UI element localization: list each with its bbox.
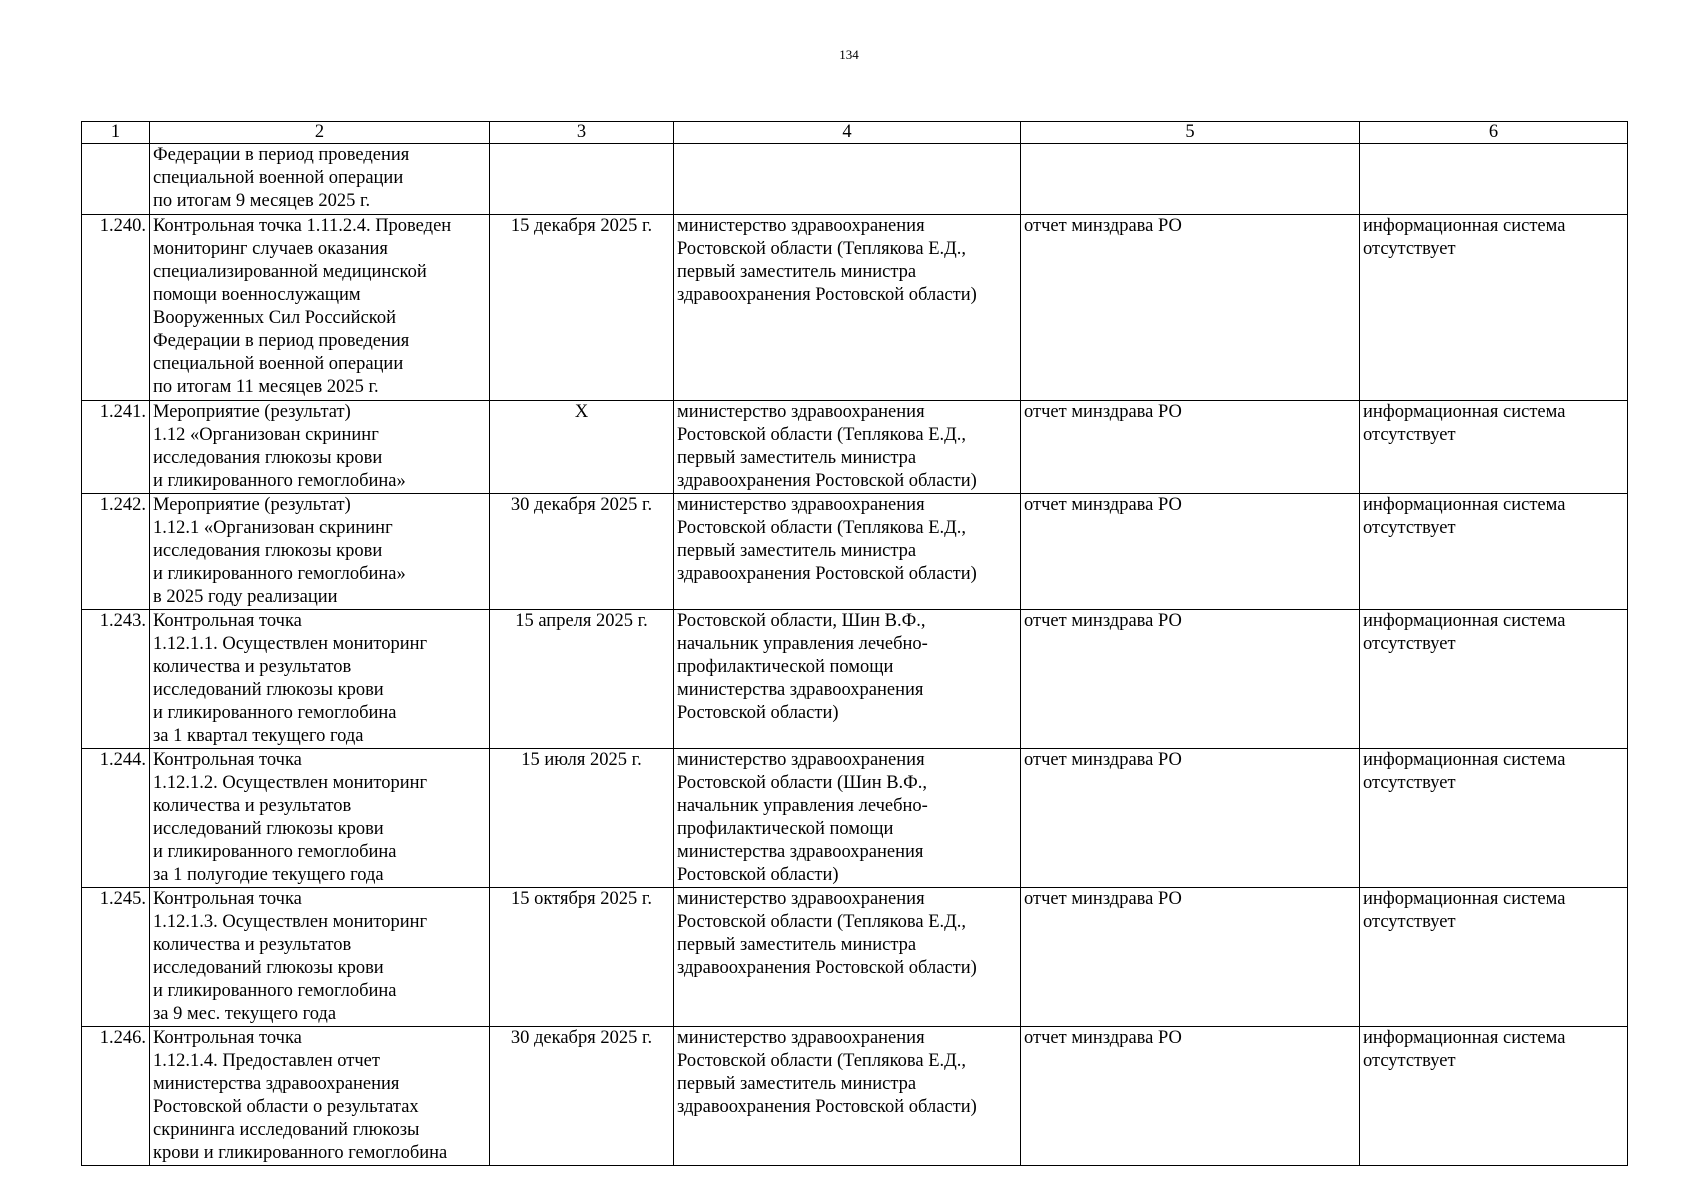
event-name: Мероприятие (результат) 1.12.1 «Организован скрининг исследования глюкозы крови и гликированного гемоглобина» в 2025 году реализации <box>150 494 490 610</box>
information-system: информационная система отсутствует <box>1360 610 1628 749</box>
responsible: министерство здравоохранения Ростовской области (Теплякова Е.Д., первый заместитель министра здравоохранения Ростовской области) <box>674 888 1021 1027</box>
due-date: 15 октября 2025 г. <box>490 888 674 1027</box>
column-header-2: 2 <box>150 122 490 144</box>
row-number: 1.243. <box>82 610 150 749</box>
page-number: 134 <box>839 47 859 62</box>
event-name: Федерации в период проведения специальной военной операции по итогам 9 месяцев 2025 г. <box>150 144 490 215</box>
row-number: 1.246. <box>82 1027 150 1166</box>
information-system <box>1360 144 1628 215</box>
report-document: отчет минздрава РО <box>1021 1027 1360 1166</box>
due-date: 15 июля 2025 г. <box>490 749 674 888</box>
report-document <box>1021 144 1360 215</box>
event-name: Контрольная точка 1.12.1.3. Осуществлен мониторинг количества и результатов исследований глюкозы крови и гликированного гемоглобина за 9 мес. текущего года <box>150 888 490 1027</box>
event-name: Мероприятие (результат) 1.12 «Организован скрининг исследования глюкозы крови и гликированного гемоглобина» <box>150 401 490 494</box>
header-row <box>82 122 1628 144</box>
report-document: отчет минздрава РО <box>1021 610 1360 749</box>
column-header-1: 1 <box>82 122 150 144</box>
information-system: информационная система отсутствует <box>1360 749 1628 888</box>
row-number: 1.245. <box>82 888 150 1027</box>
responsible: министерство здравоохранения Ростовской области (Теплякова Е.Д., первый заместитель министра здравоохранения Ростовской области) <box>674 401 1021 494</box>
table-row <box>82 144 1628 215</box>
event-name: Контрольная точка 1.12.1.2. Осуществлен мониторинг количества и результатов исследований глюкозы крови и гликированного гемоглобина за 1 полугодие текущего года <box>150 749 490 888</box>
due-date: 15 декабря 2025 г. <box>490 215 674 401</box>
responsible: министерство здравоохранения Ростовской области (Теплякова Е.Д., первый заместитель министра здравоохранения Ростовской области) <box>674 1027 1021 1166</box>
information-system: информационная система отсутствует <box>1360 494 1628 610</box>
table-row <box>82 610 1628 749</box>
event-name: Контрольная точка 1.12.1.1. Осуществлен мониторинг количества и результатов исследований глюкозы крови и гликированного гемоглобина за 1 квартал текущего года <box>150 610 490 749</box>
due-date: 15 апреля 2025 г. <box>490 610 674 749</box>
column-header-3: 3 <box>490 122 674 144</box>
row-number: 1.244. <box>82 749 150 888</box>
due-date: Х <box>490 401 674 494</box>
report-document: отчет минздрава РО <box>1021 494 1360 610</box>
event-name: Контрольная точка 1.12.1.4. Предоставлен отчет министерства здравоохранения Ростовской области о результатах скрининга исследований глюкозы крови и гликированного гемоглобина <box>150 1027 490 1166</box>
information-system: информационная система отсутствует <box>1360 1027 1628 1166</box>
responsible: министерство здравоохранения Ростовской области (Шин В.Ф., начальник управления лечебно- профилактической помощи министерства здравоохранения Ростовской области) <box>674 749 1021 888</box>
report-document: отчет минздрава РО <box>1021 215 1360 401</box>
table-row <box>82 215 1628 401</box>
responsible: министерство здравоохранения Ростовской области (Теплякова Е.Д., первый заместитель министра здравоохранения Ростовской области) <box>674 494 1021 610</box>
report-document: отчет минздрава РО <box>1021 401 1360 494</box>
responsible: Ростовской области, Шин В.Ф., начальник управления лечебно- профилактической помощи министерства здравоохранения Ростовской области) <box>674 610 1021 749</box>
table-row <box>82 1027 1628 1166</box>
due-date: 30 декабря 2025 г. <box>490 1027 674 1166</box>
responsible: министерство здравоохранения Ростовской области (Теплякова Е.Д., первый заместитель министра здравоохранения Ростовской области) <box>674 215 1021 401</box>
report-document: отчет минздрава РО <box>1021 888 1360 1027</box>
row-number: 1.242. <box>82 494 150 610</box>
responsible <box>674 144 1021 215</box>
row-number <box>82 144 150 215</box>
table-row <box>82 749 1628 888</box>
information-system: информационная система отсутствует <box>1360 888 1628 1027</box>
due-date: 30 декабря 2025 г. <box>490 494 674 610</box>
column-header-4: 4 <box>674 122 1021 144</box>
information-system: информационная система отсутствует <box>1360 215 1628 401</box>
table-row <box>82 494 1628 610</box>
column-header-6: 6 <box>1360 122 1628 144</box>
table-row <box>82 888 1628 1027</box>
information-system: информационная система отсутствует <box>1360 401 1628 494</box>
column-header-5: 5 <box>1021 122 1360 144</box>
event-name: Контрольная точка 1.11.2.4. Проведен мониторинг случаев оказания специализированной медицинской помощи военнослужащим Вооруженных Сил Российской Федерации в период проведения специальной военной операции по итогам 11 месяцев 2025 г. <box>150 215 490 401</box>
row-number: 1.241. <box>82 401 150 494</box>
row-number: 1.240. <box>82 215 150 401</box>
table-row <box>82 401 1628 494</box>
report-document: отчет минздрава РО <box>1021 749 1360 888</box>
plan-table <box>81 121 1628 1166</box>
due-date <box>490 144 674 215</box>
